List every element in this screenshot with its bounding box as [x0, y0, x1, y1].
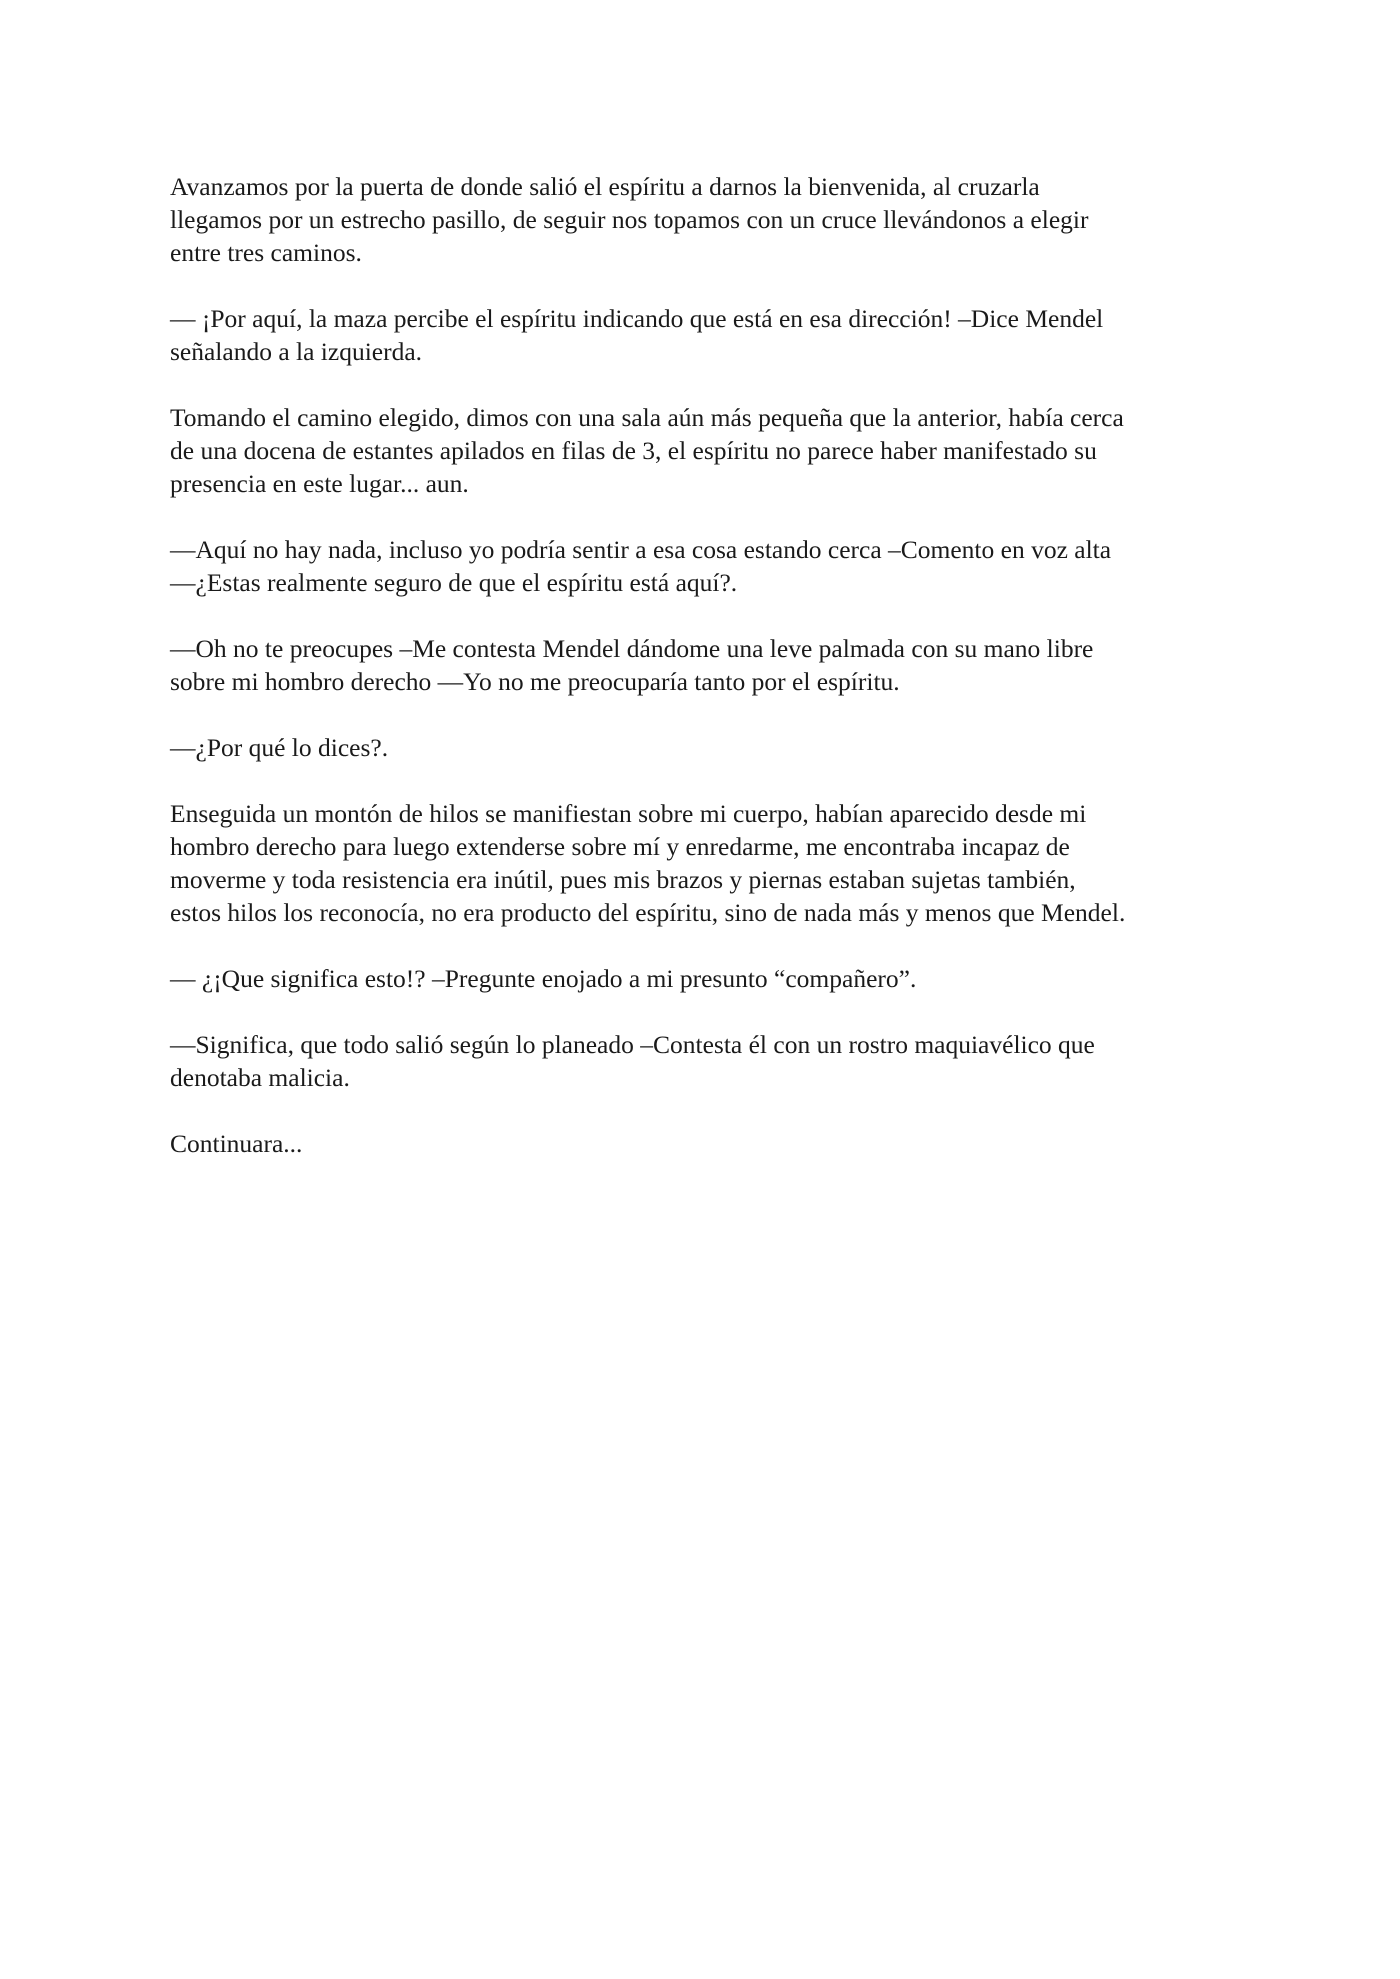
paragraph-4: —Aquí no hay nada, incluso yo podría sentir a esa cosa estando cerca –Comento en voz alta —¿Estas realmente seguro de que el espíritu está aquí?. [170, 535, 1112, 597]
paragraph-1: Avanzamos por la puerta de donde salió el espíritu a darnos la bienvenida, al cruzarla llegamos por un estrecho pasillo, de seguir nos topamos con un cruce llevándonos a elegir entre tres caminos. [170, 172, 1089, 267]
paragraph-10: Continuara... [170, 1129, 303, 1158]
paragraph-7: Enseguida un montón de hilos se manifiestan sobre mi cuerpo, habían aparecido desde mi hombro derecho para luego extenderse sobre mí y enredarme, me encontraba incapaz de moverme y toda resistencia era inútil, pues mis brazos y piernas estaban sujetas también, estos hilos los reconocía, no era producto del espíritu, sino de nada más y menos que Mendel. [170, 799, 1126, 927]
paragraph-8: — ¿¡Que significa esto!? –Pregunte enojado a mi presunto “compañero”. [170, 964, 917, 993]
story-text [170, 170, 1240, 1193]
paragraph-3: Tomando el camino elegido, dimos con una sala aún más pequeña que la anterior, había cerca de una docena de estantes apilados en filas de 3, el espíritu no parece haber manifestado su presencia en este lugar... aun. [170, 403, 1124, 498]
paragraph-6: —¿Por qué lo dices?. [170, 733, 389, 762]
paragraph-9: —Significa, que todo salió según lo planeado –Contesta él con un rostro maquiavélico que denotaba malicia. [170, 1030, 1095, 1092]
paragraph-2: — ¡Por aquí, la maza percibe el espíritu indicando que está en esa dirección! –Dice Mendel señalando a la izquierda. [170, 304, 1104, 366]
paragraph-5: —Oh no te preocupes –Me contesta Mendel dándome una leve palmada con su mano libre sobre mi hombro derecho —Yo no me preocuparía tanto por el espíritu. [170, 634, 1094, 696]
